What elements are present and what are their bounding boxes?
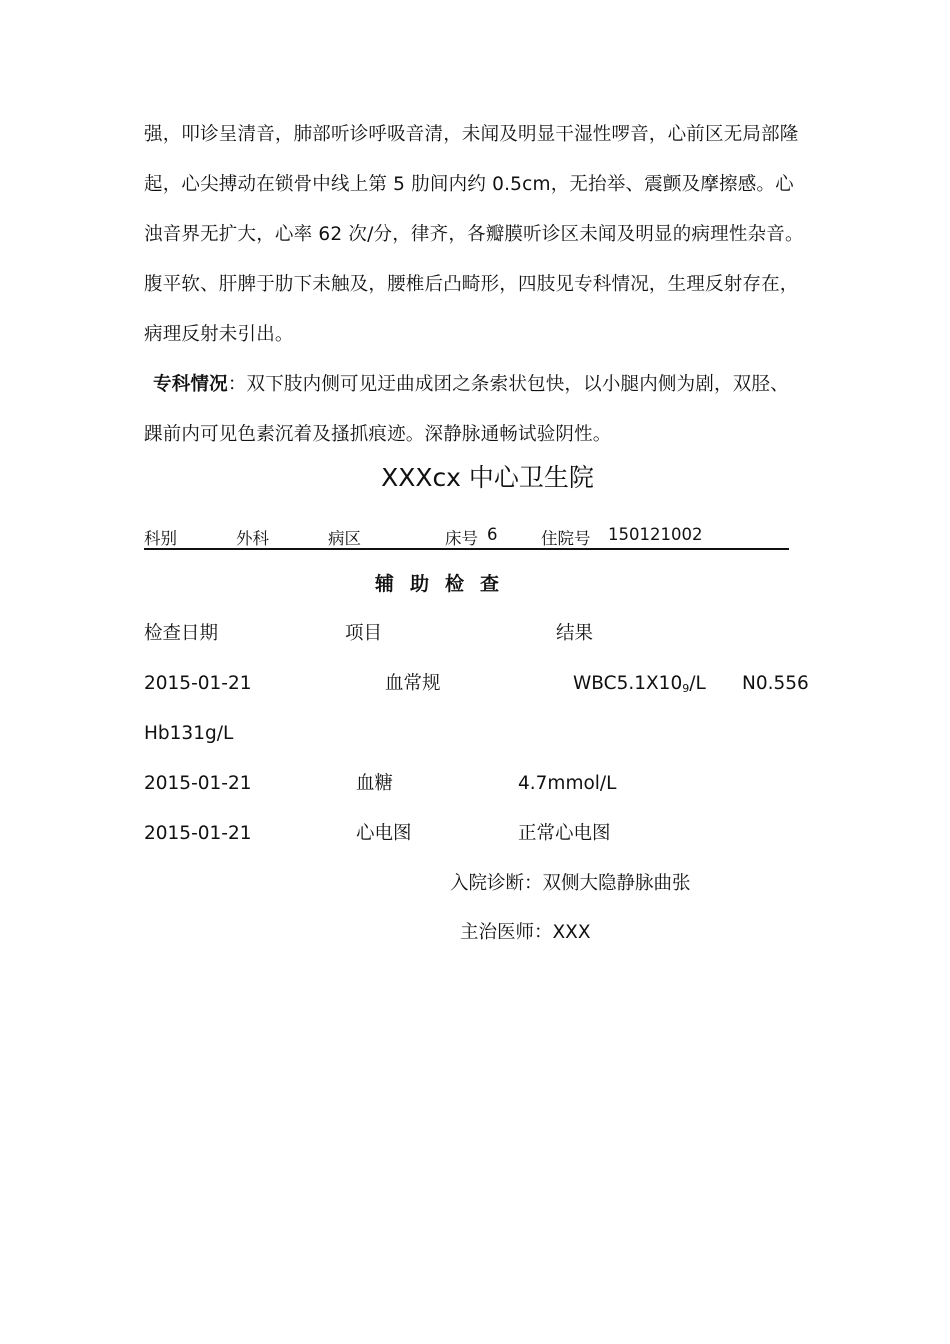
section-title: 辅助检查	[374, 573, 515, 595]
admission-diagnosis: 入院诊断：双侧大隐静脉曲张	[450, 873, 691, 894]
exam-result: 正常心电图	[518, 823, 611, 844]
dept-value: 外科	[236, 529, 269, 548]
text-line: 强，叩诊呈清音，肺部听诊呼吸音清，未闻及明显干湿性啰音，心前区无局部隆	[144, 124, 799, 145]
text-line: 起，心尖搏动在锁骨中线上第 5 肋间内约 0.5cm，无抬举、震颤及摩擦感。心	[144, 174, 794, 195]
text-line: 病理反射未引出。	[144, 324, 294, 345]
specialty-label: 专科情况	[153, 374, 228, 395]
ward-label: 病区	[328, 529, 361, 548]
text-line: 浊音界无扩大，心率 62 次/分，律齐，各瓣膜听诊区未闻及明显的病理性杂音。	[144, 224, 804, 245]
text-line	[144, 360, 824, 410]
exam-item: 心电图	[356, 823, 412, 844]
hospital-title: XXXcx 中心卫生院	[381, 463, 594, 492]
patient-header-row	[144, 524, 789, 550]
text-line: 踝前内可见色素沉着及搔抓痕迹。深静脉通畅试验阴性。	[144, 424, 612, 445]
exam-item: 血糖	[356, 773, 394, 794]
exam-result-line2: Hb131g/L	[144, 723, 234, 744]
exam-result: WBC5.1X109/L	[573, 673, 706, 695]
bed-label: 床号	[445, 529, 478, 548]
exam-result-extra: N0.556	[742, 673, 809, 694]
column-header-result: 结果	[556, 623, 594, 644]
admission-label: 住院号	[541, 529, 591, 548]
admission-value: 150121002	[608, 525, 703, 544]
exam-date: 2015-01-21	[144, 823, 252, 844]
bed-value: 6	[487, 525, 498, 544]
exam-item: 血常规	[385, 673, 441, 694]
column-header-date: 检查日期	[144, 623, 219, 644]
column-header-item: 项目	[345, 623, 383, 644]
attending-doctor: 主治医师：XXX	[460, 922, 591, 943]
dept-label: 科别	[144, 529, 177, 548]
exam-result: 4.7mmol/L	[518, 773, 617, 794]
text-line: 腹平软、肝脾于肋下未触及，腰椎后凸畸形，四肢见专科情况，生理反射存在，	[144, 274, 799, 295]
specialty-paragraph	[144, 360, 824, 460]
specialty-text: ：双下肢内侧可见迂曲成团之条索状包快，以小腿内侧为剧，双胫、	[227, 374, 789, 395]
exam-date: 2015-01-21	[144, 673, 252, 694]
physical-exam-paragraph	[144, 110, 824, 360]
exam-date: 2015-01-21	[144, 773, 252, 794]
